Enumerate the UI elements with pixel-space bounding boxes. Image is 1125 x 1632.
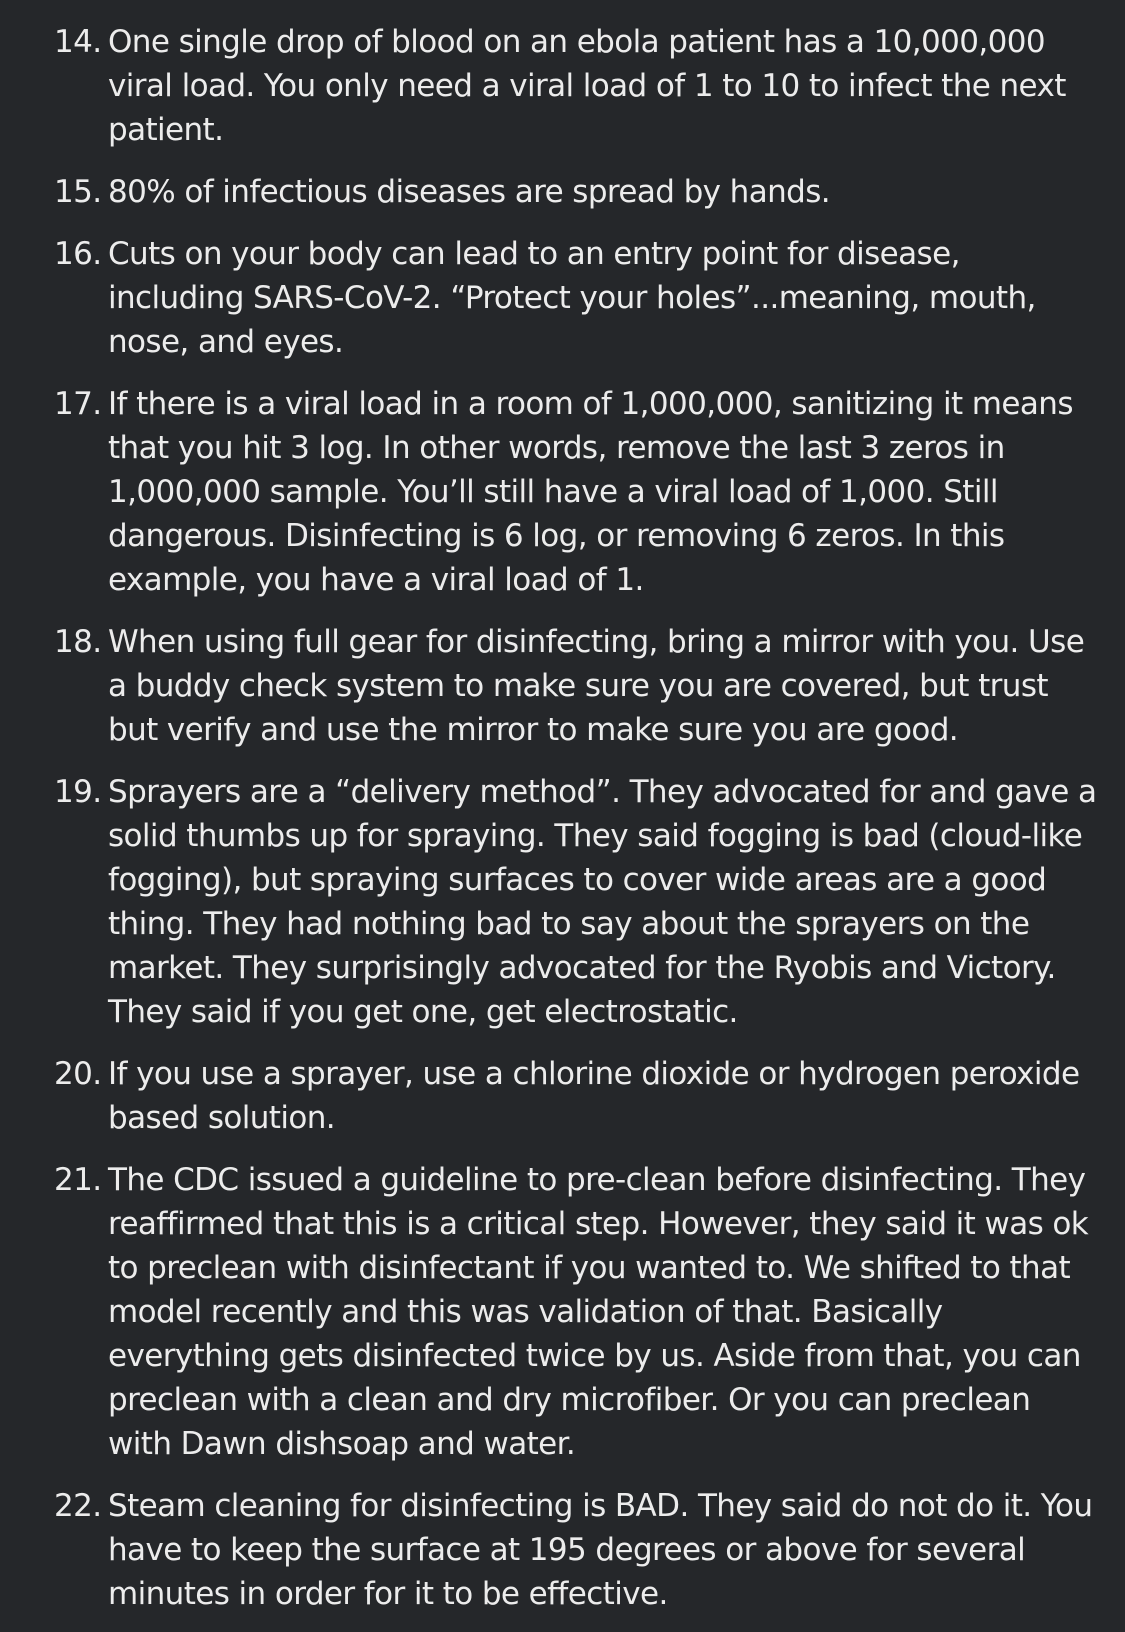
- item-number: 19.: [54, 774, 102, 810]
- item-text: Sprayers are a “delivery method”. They advocated for and gave a solid thumbs up for spraying. They said fogging is bad (cloud-like fogging), but spraying surfaces to cover wide areas are a good thing. They had nothing bad to say about the sprayers on the market. They surprisingly advocated for the Ryobis and Victory. They said if you get one, get electrostatic.: [108, 774, 1097, 1030]
- item-text: Cuts on your body can lead to an entry point for disease, including SARS-CoV-2. “Protect your holes”...meaning, mouth, nose, and eyes.: [108, 236, 1036, 360]
- item-number: 16.: [54, 236, 102, 272]
- list-item-16: [54, 232, 1101, 364]
- item-number: 15.: [54, 174, 102, 210]
- numbered-list: [54, 20, 1101, 1616]
- list-item-22: [54, 1484, 1101, 1616]
- item-text: When using full gear for disinfecting, bring a mirror with you. Use a buddy check system to make sure you are covered, but trust but verify and use the mirror to make sure you are good.: [108, 624, 1085, 748]
- list-item-21: [54, 1158, 1101, 1466]
- item-text: 80% of infectious diseases are spread by hands.: [108, 174, 831, 210]
- list-item-14: [54, 20, 1101, 152]
- item-number: 18.: [54, 624, 102, 660]
- item-text: One single drop of blood on an ebola patient has a 10,000,000 viral load. You only need a viral load of 1 to 10 to infect the next patient.: [108, 24, 1066, 148]
- item-number: 21.: [54, 1162, 102, 1198]
- item-text: If you use a sprayer, use a chlorine dioxide or hydrogen peroxide based solution.: [108, 1056, 1080, 1136]
- item-text: The CDC issued a guideline to pre-clean before disinfecting. They reaffirmed that this is a critical step. However, they said it was ok to preclean with disinfectant if you wanted to. We shifted to that model recently and this was validation of that. Basically everything gets disinfected twice by us. Aside from that, you can preclean with a clean and dry microfiber. Or you can preclean with Dawn dishsoap and water.: [108, 1162, 1089, 1462]
- item-text: Steam cleaning for disinfecting is BAD. They said do not do it. You have to keep the surface at 195 degrees or above for several minutes in order for it to be effective.: [108, 1488, 1093, 1612]
- item-number: 20.: [54, 1056, 102, 1092]
- item-number: 14.: [54, 24, 102, 60]
- list-item-20: [54, 1052, 1101, 1140]
- list-item-18: [54, 620, 1101, 752]
- item-number: 22.: [54, 1488, 102, 1524]
- list-item-19: [54, 770, 1101, 1034]
- list-item-17: [54, 382, 1101, 602]
- item-number: 17.: [54, 386, 102, 422]
- item-text: If there is a viral load in a room of 1,000,000, sanitizing it means that you hit 3 log. In other words, remove the last 3 zeros in 1,000,000 sample. You’ll still have a viral load of 1,000. Still dangerous. Disinfecting is 6 log, or removing 6 zeros. In this example, you have a viral load of 1.: [108, 386, 1073, 598]
- list-item-15: [54, 170, 1101, 214]
